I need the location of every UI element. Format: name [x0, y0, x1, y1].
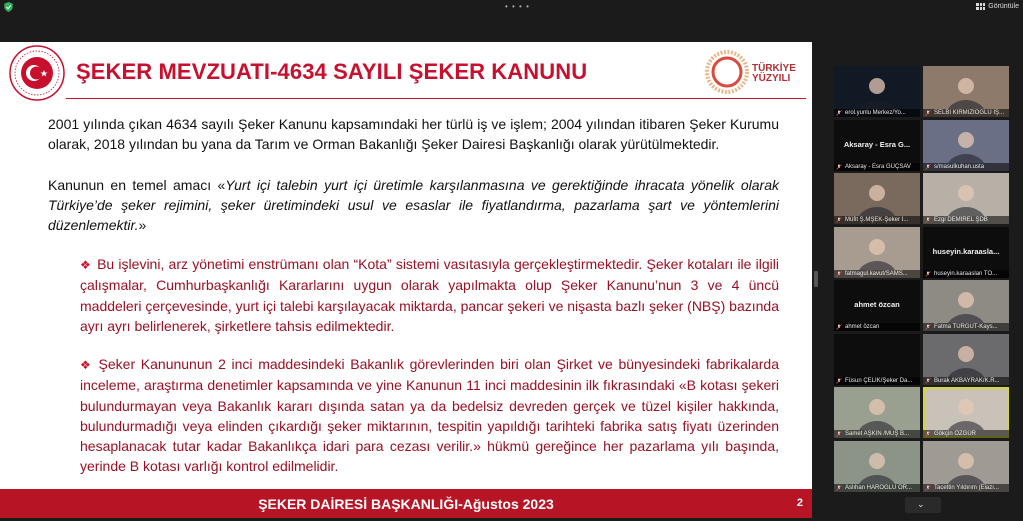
footer-text: ŞEKER DAİRESİ BAŞKANLIĞI-Ağustos 2023 [258, 496, 554, 512]
muted-mic-icon [836, 485, 842, 491]
view-button[interactable] [976, 1, 1019, 12]
participant-tile[interactable] [834, 334, 920, 385]
muted-mic-icon [925, 485, 931, 491]
purpose-quote: Yurt içi talebin yurt içi üretimle karşılanmasına ve gerektiğinde ihracata yönelik olarak Türkiye’de şeker rejimini, şeker üretimindeki usul ve esaslar ile fiyatlandırma, pazarlama şart ve yöntemlerini düzenlemektir. [48, 177, 779, 233]
participant-name: Burak AKBAYRAK/K.R... [923, 377, 1009, 385]
view-label: Görüntüle [988, 3, 1019, 10]
participant-video [923, 66, 1009, 109]
bullet-inspection [80, 354, 779, 477]
paragraph-intro: 2001 yılında çıkan 4634 sayılı Şeker Kanunu kapsamındaki her türlü iş ve işlem; 2004 yılından itibaren Şeker Kurumu olarak, 2018 yılından bu yana da Tarım ve Orman Bakanlığı Şeker Dairesi Başkanlığı olarak yürütülmektedir. [48, 116, 779, 152]
participant-name: huseyin.karaaslan TO... [923, 270, 1009, 278]
ministry-logo [8, 44, 66, 102]
participant-display-name: Aksaray - Esra G... [843, 139, 911, 149]
participant-video [834, 387, 920, 430]
participant-video [923, 120, 1009, 163]
participant-display-name: ahmet özcan [854, 300, 900, 309]
participant-video [923, 387, 1009, 430]
participant-name: Müfit Ş.MŞEK-Şeker İ... [834, 216, 920, 224]
participant-tile[interactable] [923, 66, 1009, 117]
participant-name: ahmet özcan [834, 323, 920, 331]
participant-tile[interactable] [834, 66, 920, 117]
bullet-quota [80, 254, 779, 336]
participant-name: Fatma TURGUT-Kays... [923, 323, 1009, 331]
shared-slide [0, 42, 812, 518]
chevron-down-icon: ⌄ [917, 499, 925, 509]
title-divider [66, 98, 806, 99]
slide-footer [0, 489, 812, 518]
participant-video [923, 441, 1009, 484]
participant-video [834, 173, 920, 216]
logo-text-line2: YÜZYILI [752, 73, 791, 84]
muted-mic-icon [925, 217, 931, 223]
participant-tile[interactable] [923, 387, 1009, 438]
participant-name: Samet AŞKIN /MUŞ B... [834, 430, 920, 438]
page-number: 2 [796, 497, 803, 509]
muted-mic-icon [836, 324, 842, 330]
participant-tile[interactable] [923, 441, 1009, 492]
diamond-bullet-icon: ❖ [80, 358, 93, 372]
muted-mic-icon [836, 110, 842, 116]
shield-icon[interactable] [4, 2, 13, 12]
bullet-inspection-text: Şeker Kanununun 2 inci maddesindeki Bakanlık görevlerinden biri olan Şirket ve bünyesindeki fabrikalarda inceleme, araştırma denetimler kapsamında ve yine Kanunun 11 inci maddesinin ilk fıkrasındaki «B kotası şekeri bulundurmayan veya Bakanlık kararı dışında satan ya da bedelsiz devreden gerçek ve tüzel kişiler hakkında, bulundurmadığı veya elinden çıkardığı şeker miktarının, tespitin yapıldığı tarihteki fabrika satış fiyatı üzerinden hesaplanacak tutar kadar Bakanlıkça idari para cezası verilir.» hükmü gereğince her pazarlama yılı başında, yerinde B kotası varlığı kontrol edilmelidir. [80, 356, 780, 475]
participant-name: Aslıhan HAROĞLU OR... [834, 484, 920, 492]
muted-mic-icon [836, 378, 842, 384]
participant-tile[interactable] [834, 387, 920, 438]
slide-title: ŞEKER MEVZUATI-4634 SAYILI ŞEKER KANUNU [76, 59, 588, 84]
purpose-end: » [138, 217, 147, 233]
participant-name: fatmagul.kavut/SAMS... [834, 270, 920, 278]
participant-name: Füsun ÇELİK/Şeker Da... [834, 377, 920, 385]
participant-tile[interactable] [923, 173, 1009, 224]
participant-name: Ezgi DEMİREL ŞDB [923, 216, 1009, 224]
participant-name: erol.yunlu Merkez/Yo... [834, 109, 920, 117]
muted-mic-icon [836, 217, 842, 223]
muted-mic-icon [925, 271, 931, 277]
muted-mic-icon [836, 164, 842, 170]
participant-video [834, 66, 920, 109]
participant-display-name: huseyin.karaasla... [932, 246, 1000, 256]
muted-mic-icon [925, 110, 931, 116]
muted-mic-icon [836, 431, 842, 437]
muted-mic-icon [925, 324, 931, 330]
bullet-quota-text: Bu işlevini, arz yönetimi enstrümanı olan “Kota” sistemi vasıtasıyla gerçekleştirmektedir. Şeker kotaları ile ilgili çalışmalar, Cumhurbaşkanlığı Kararlarını uygun olarak yapılmakta olup Şeker Kanunu’nun 3 ve 4 üncü maddeleri çerçevesinde, yurt içi talebi karşılayacak miktarda, pancar şekeri ve nişasta bazlı şeker (NBŞ) bazında ayrı ayrı belirlenerek, şirketlere tahsis edilmektedir. [80, 256, 780, 334]
panel-splitter[interactable] [812, 42, 828, 518]
participant-tile[interactable] [923, 280, 1009, 331]
participant-tile[interactable] [834, 173, 920, 224]
muted-mic-icon [925, 378, 931, 384]
participant-tile[interactable] [923, 334, 1009, 385]
meeting-top-bar [0, 0, 1023, 14]
participant-tile[interactable] [923, 227, 1009, 278]
muted-mic-icon [836, 271, 842, 277]
participant-tile[interactable] [834, 441, 920, 492]
participant-video [834, 227, 920, 270]
participant-name: s/masulkuhan.usta [923, 163, 1009, 171]
participant-video [923, 280, 1009, 323]
more-dots-icon[interactable]: • • • • [505, 2, 530, 11]
participant-tile[interactable] [834, 280, 920, 331]
muted-mic-icon [925, 164, 931, 170]
participant-name: Tacettin Yıldırım (Elazı... [923, 484, 1009, 492]
participant-tile[interactable] [834, 227, 920, 278]
paragraph-purpose [48, 175, 779, 235]
participant-video [923, 173, 1009, 216]
participant-tile[interactable] [923, 120, 1009, 171]
grid-view-icon [976, 3, 985, 10]
participant-tile[interactable] [834, 120, 920, 171]
expand-gallery-button[interactable] [905, 497, 941, 513]
participant-video [923, 334, 1009, 377]
muted-mic-icon [925, 431, 931, 437]
logo-text-line1: TÜRKİYE [752, 63, 796, 74]
participant-video [834, 441, 920, 484]
participant-name: Aksaray - Esra GÜÇSAV [834, 163, 920, 171]
turkiye-yuzyili-text [752, 64, 796, 84]
participant-name: Gökçin ÖZGÜR [923, 430, 1009, 438]
splitter-handle[interactable] [814, 271, 818, 287]
purpose-lead: Kanunun en temel amacı « [48, 177, 226, 193]
diamond-bullet-icon: ❖ [80, 258, 92, 272]
participant-name: SELBİ KIRMIZIOĞLU İŞ... [923, 109, 1009, 117]
